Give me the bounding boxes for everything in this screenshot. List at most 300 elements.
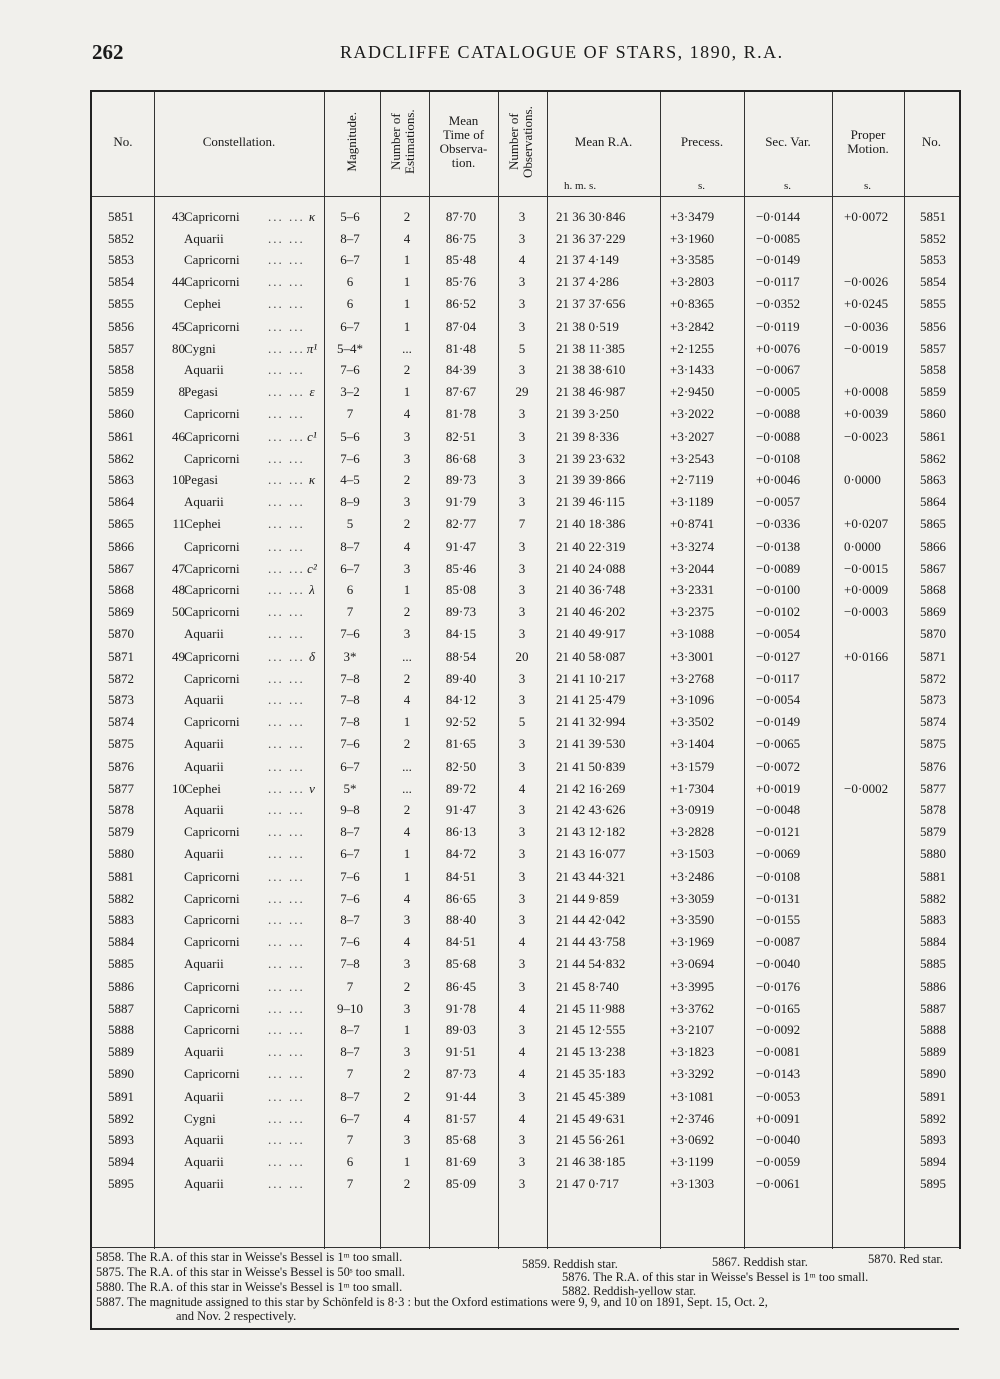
secular-variation: −0·0061 <box>756 1175 801 1191</box>
table-row <box>92 271 959 293</box>
star-number-right: 5873 <box>920 692 946 708</box>
star-number-right: 5872 <box>920 670 946 686</box>
mean-time: 89·03 <box>445 1022 477 1038</box>
estimation-count: 2 <box>403 979 411 994</box>
mean-time: 81·48 <box>445 340 477 356</box>
estimation-count: 4 <box>403 230 411 246</box>
secular-variation: −0·0108 <box>756 869 801 884</box>
secular-variation: −0·0088 <box>756 429 801 444</box>
estimation-count: 1 <box>403 582 411 598</box>
flamsteed-number: 10 <box>172 472 185 488</box>
observation-count: 3 <box>518 1089 526 1104</box>
star-number: 5853 <box>108 252 134 268</box>
leader-dots: ... ... <box>268 670 305 686</box>
proper-motion: −0·0015 <box>844 560 889 576</box>
magnitude: 8–7 <box>340 230 360 246</box>
magnitude: 7–8 <box>340 714 360 730</box>
mean-time: 87·04 <box>445 319 477 334</box>
precession: +3·3479 <box>670 209 715 224</box>
estimation-count: 2 <box>403 1065 411 1081</box>
mean-ra: 21 45 11·988 <box>556 1000 625 1016</box>
observation-count: 3 <box>518 429 526 444</box>
star-number: 5886 <box>108 979 134 994</box>
star-number: 5895 <box>108 1175 134 1191</box>
mean-time: 86·68 <box>445 450 477 466</box>
secular-variation: −0·0165 <box>756 1000 801 1016</box>
secular-variation: −0·0149 <box>756 714 801 730</box>
leader-dots: ... ... <box>268 539 305 554</box>
header-precess: Precess. <box>680 134 724 149</box>
magnitude: 8–7 <box>340 539 360 554</box>
magnitude: 7 <box>346 1175 354 1191</box>
mean-ra: 21 45 49·631 <box>556 1110 626 1126</box>
precession: +3·1960 <box>670 230 715 246</box>
secular-variation: −0·0059 <box>756 1154 801 1170</box>
magnitude: 8–7 <box>340 1089 360 1104</box>
estimation-count: 4 <box>403 824 411 840</box>
leader-dots: ... ... <box>268 582 305 598</box>
secular-variation: −0·0352 <box>756 295 801 311</box>
star-number: 5881 <box>108 869 134 884</box>
mean-time: 81·78 <box>445 405 477 421</box>
secular-variation: −0·0336 <box>756 515 801 531</box>
star-number-right: 5864 <box>920 494 946 510</box>
constellation-name: Capricorni <box>184 912 240 928</box>
observation-count: 3 <box>518 319 526 334</box>
leader-dots: ... ... <box>268 209 305 224</box>
estimation-count: 4 <box>403 1110 411 1126</box>
estimation-count: 3 <box>403 912 411 928</box>
estimation-count: 3 <box>403 1000 411 1016</box>
proper-motion: +0·0245 <box>844 295 889 311</box>
table-row <box>92 953 959 975</box>
star-number-right: 5869 <box>920 604 946 620</box>
proper-motion: +0·0072 <box>844 209 889 224</box>
footnote: 5882. Reddish-yellow star. <box>562 1284 697 1298</box>
magnitude: 7–6 <box>340 362 360 378</box>
precession: +3·1503 <box>670 845 715 861</box>
precession: +3·0692 <box>670 1132 715 1148</box>
constellation-name: Capricorni <box>184 649 240 664</box>
estimation-count: 2 <box>403 362 411 378</box>
precession: +3·2331 <box>670 582 715 598</box>
leader-dots: ... ... <box>268 912 305 928</box>
estimation-count: ... <box>402 759 412 774</box>
leader-dots: ... ... <box>268 472 305 488</box>
estimation-count: 3 <box>403 1044 411 1060</box>
star-catalogue-table <box>90 90 961 1249</box>
leader-dots: ... ... <box>268 1089 305 1104</box>
observation-count: 3 <box>518 230 526 246</box>
mean-ra: 21 39 3·250 <box>556 405 619 421</box>
secular-variation: −0·0138 <box>756 539 801 554</box>
table-row <box>92 733 959 755</box>
magnitude: 5–6 <box>340 429 360 444</box>
star-number-right: 5863 <box>920 472 946 488</box>
footnote: 5858. The R.A. of this star in Weisse's Bessel is 1ᵐ too small. <box>96 1250 403 1264</box>
leader-dots: ... ... <box>268 802 305 818</box>
header-sec-var: Sec. Var. <box>765 134 811 149</box>
constellation-name: Aquarii <box>184 759 224 774</box>
mean-ra: 21 36 30·846 <box>556 209 626 224</box>
precession: +3·2803 <box>670 274 715 290</box>
leader-dots: ... ... <box>268 780 305 796</box>
table-row <box>92 646 959 668</box>
star-number: 5890 <box>108 1065 134 1081</box>
constellation-name: Aquarii <box>184 802 224 818</box>
constellation-name: Aquarii <box>184 845 224 861</box>
star-number: 5864 <box>108 494 134 510</box>
flamsteed-number: 47 <box>172 560 185 576</box>
magnitude: 3–2 <box>340 384 360 400</box>
proper-motion: +0·0039 <box>844 405 889 421</box>
star-number-right: 5866 <box>920 539 946 554</box>
mean-time: 85·68 <box>445 955 477 971</box>
magnitude: 7–6 <box>340 450 360 466</box>
star-number: 5860 <box>108 405 134 421</box>
star-number: 5863 <box>108 472 134 488</box>
mean-time: 91·47 <box>445 539 477 554</box>
observation-count: 3 <box>518 955 526 971</box>
constellation-name: Capricorni <box>184 670 240 686</box>
constellation-name: Capricorni <box>184 539 240 554</box>
observation-count: 3 <box>518 494 526 510</box>
table-row <box>92 799 959 821</box>
leader-dots: ... ... <box>268 1175 305 1191</box>
mean-ra: 21 40 49·917 <box>556 625 626 641</box>
constellation-name: Capricorni <box>184 405 240 421</box>
estimation-count: 2 <box>403 515 411 531</box>
leader-dots: ... ... <box>268 625 305 641</box>
precession: +3·0919 <box>670 802 715 818</box>
table-row <box>92 1041 959 1063</box>
leader-dots: ... ... <box>268 494 305 510</box>
mean-ra: 21 47 0·717 <box>556 1175 619 1191</box>
mean-ra: 21 41 50·839 <box>556 759 626 774</box>
observation-count: 3 <box>518 802 526 818</box>
secular-variation: −0·0143 <box>756 1065 801 1081</box>
star-number-right: 5865 <box>920 515 946 531</box>
proper-motion: −0·0026 <box>844 274 889 290</box>
table-row <box>92 513 959 535</box>
star-number: 5856 <box>108 319 134 334</box>
estimation-count: 4 <box>403 692 411 708</box>
header-no-right: No. <box>921 134 942 149</box>
observation-count: 7 <box>518 515 526 531</box>
mean-ra: 21 44 43·758 <box>556 934 626 950</box>
table-row <box>92 689 959 711</box>
proper-motion: +0·0207 <box>844 515 889 531</box>
star-number-right: 5874 <box>920 714 946 730</box>
star-number-right: 5889 <box>920 1044 946 1060</box>
precession: +3·1096 <box>670 692 715 708</box>
magnitude: 5 <box>346 515 354 531</box>
leader-dots: ... ... <box>268 692 305 708</box>
star-number: 5868 <box>108 582 134 598</box>
proper-motion: −0·0023 <box>844 429 889 444</box>
precession: +3·2022 <box>670 405 715 421</box>
star-number-right: 5878 <box>920 802 946 818</box>
mean-time: 81·69 <box>445 1154 477 1170</box>
star-number-right: 5856 <box>920 319 946 334</box>
mean-time: 88·40 <box>445 912 477 928</box>
table-row <box>92 1108 959 1130</box>
magnitude: 6–7 <box>340 759 360 774</box>
secular-variation: +0·0046 <box>756 472 801 488</box>
mean-ra: 21 38 11·385 <box>556 340 625 356</box>
precession: +3·3502 <box>670 714 715 730</box>
flamsteed-number: 10 <box>172 780 185 796</box>
star-number: 5885 <box>108 955 134 971</box>
constellation-name: Aquarii <box>184 230 224 246</box>
page-number: 262 <box>92 40 124 64</box>
observation-count: 3 <box>518 560 526 576</box>
estimation-count: ... <box>402 780 412 796</box>
footnote: and Nov. 2 respectively. <box>176 1309 297 1323</box>
mean-ra: 21 40 46·202 <box>556 604 626 620</box>
leader-dots: ... ... <box>268 560 305 576</box>
greek-designation: ν <box>309 780 315 796</box>
precession: +3·2486 <box>670 869 715 884</box>
precession: +3·3762 <box>670 1000 715 1016</box>
magnitude: 7–8 <box>340 955 360 971</box>
star-number: 5880 <box>108 845 134 861</box>
precession: +0·8365 <box>670 295 715 311</box>
precession: +3·2768 <box>670 670 715 686</box>
mean-ra: 21 40 58·087 <box>556 649 626 664</box>
mean-time: 86·65 <box>445 890 477 906</box>
observation-count: 3 <box>518 405 526 421</box>
mean-ra: 21 39 8·336 <box>556 429 619 444</box>
table-row <box>92 778 959 800</box>
leader-dots: ... ... <box>268 934 305 950</box>
constellation-name: Capricorni <box>184 429 240 444</box>
mean-time: 86·13 <box>445 824 477 840</box>
constellation-name: Capricorni <box>184 560 240 576</box>
constellation-name: Cephei <box>184 295 221 311</box>
star-number: 5875 <box>108 735 134 751</box>
star-number-right: 5882 <box>920 890 946 906</box>
star-number-right: 5880 <box>920 845 946 861</box>
mean-ra: 21 40 18·386 <box>556 515 626 531</box>
star-number: 5884 <box>108 934 134 950</box>
table-row <box>92 558 959 580</box>
mean-ra: 21 40 22·319 <box>556 539 626 554</box>
table-row <box>92 668 959 690</box>
table-row <box>92 843 959 865</box>
leader-dots: ... ... <box>268 869 305 884</box>
proper-motion: +0·0166 <box>844 649 889 664</box>
constellation-name: Capricorni <box>184 1000 240 1016</box>
constellation-name: Aquarii <box>184 1132 224 1148</box>
mean-time: 86·45 <box>445 979 477 994</box>
mean-ra: 21 45 8·740 <box>556 979 619 994</box>
mean-time: 89·73 <box>445 604 477 620</box>
star-number-right: 5859 <box>920 384 946 400</box>
magnitude: 6–7 <box>340 1110 360 1126</box>
mean-time: 85·08 <box>445 582 477 598</box>
constellation-name: Aquarii <box>184 362 224 378</box>
estimation-count: 4 <box>403 539 411 554</box>
flamsteed-number: 49 <box>172 649 185 664</box>
footnote: 5880. The R.A. of this star in Weisse's Bessel is 1ᵐ too small. <box>96 1280 403 1294</box>
secular-variation: −0·0069 <box>756 845 801 861</box>
star-number-right: 5887 <box>920 1000 946 1016</box>
mean-time: 87·73 <box>445 1065 477 1081</box>
flamsteed-number: 43 <box>172 209 185 224</box>
precession: +3·3001 <box>670 649 715 664</box>
observation-count: 3 <box>518 869 526 884</box>
star-number: 5851 <box>108 209 134 224</box>
mean-time: 85·68 <box>445 1132 477 1148</box>
leader-dots: ... ... <box>268 1065 305 1081</box>
star-number-right: 5879 <box>920 824 946 840</box>
magnitude: 7 <box>346 1065 354 1081</box>
star-number: 5869 <box>108 604 134 620</box>
magnitude: 8–7 <box>340 1044 360 1060</box>
secular-variation: −0·0081 <box>756 1044 801 1060</box>
observation-count: 29 <box>515 384 529 400</box>
table-row <box>92 1063 959 1085</box>
observation-count: 3 <box>518 735 526 751</box>
precession: +3·1088 <box>670 625 715 641</box>
star-number: 5861 <box>108 429 134 444</box>
leader-dots: ... ... <box>268 515 305 531</box>
table-row <box>92 359 959 381</box>
mean-ra: 21 43 16·077 <box>556 845 626 861</box>
star-number-right: 5851 <box>920 209 946 224</box>
table-row <box>92 206 959 228</box>
leader-dots: ... ... <box>268 384 305 400</box>
star-number: 5854 <box>108 274 134 290</box>
mean-time: 84·15 <box>445 625 477 641</box>
star-number: 5882 <box>108 890 134 906</box>
mean-time: 85·46 <box>445 560 477 576</box>
mean-time: 85·76 <box>445 274 477 290</box>
mean-time: 87·67 <box>445 384 477 400</box>
mean-ra: 21 40 24·088 <box>556 560 626 576</box>
star-number-right: 5857 <box>920 340 946 356</box>
magnitude: 5–6 <box>340 209 360 224</box>
mean-ra: 21 43 12·182 <box>556 824 626 840</box>
magnitude: 6–7 <box>340 319 360 334</box>
magnitude: 7 <box>346 604 354 620</box>
precession: +3·2044 <box>670 560 715 576</box>
star-number: 5891 <box>108 1089 134 1104</box>
footnote: 5887. The magnitude assigned to this star by Schönfeld is 8·3 : but the Oxford estimations were 9, 9, and 10 on 1891, Sept. 15, Oct. 2, <box>96 1295 768 1309</box>
units-proper-motion: s. <box>864 180 872 192</box>
secular-variation: −0·0054 <box>756 625 801 641</box>
mean-time: 81·65 <box>445 735 477 751</box>
flamsteed-number: 80 <box>172 340 185 356</box>
precession: +3·1579 <box>670 759 715 774</box>
magnitude: 7–6 <box>340 625 360 641</box>
header-magnitude: Magnitude. <box>344 112 359 172</box>
observation-count: 5 <box>518 714 526 730</box>
secular-variation: −0·0121 <box>756 824 801 840</box>
leader-dots: ... ... <box>268 824 305 840</box>
leader-dots: ... ... <box>268 845 305 861</box>
observation-count: 4 <box>518 780 526 796</box>
leader-dots: ... ... <box>268 340 305 356</box>
star-number: 5865 <box>108 515 134 531</box>
star-number-right: 5860 <box>920 405 946 421</box>
observation-count: 3 <box>518 845 526 861</box>
star-number: 5883 <box>108 912 134 928</box>
greek-designation: c² <box>307 560 317 576</box>
estimation-count: 1 <box>403 845 411 861</box>
secular-variation: −0·0048 <box>756 802 801 818</box>
star-number-right: 5885 <box>920 955 946 971</box>
estimation-count: 1 <box>403 319 411 334</box>
magnitude: 6 <box>346 295 354 311</box>
mean-ra: 21 41 39·530 <box>556 735 626 751</box>
observation-count: 4 <box>518 1110 526 1126</box>
mean-time: 88·54 <box>445 649 477 664</box>
mean-ra: 21 37 4·149 <box>556 252 619 268</box>
secular-variation: +0·0019 <box>756 780 801 796</box>
table-row <box>92 249 959 271</box>
leader-dots: ... ... <box>268 405 305 421</box>
observation-count: 3 <box>518 450 526 466</box>
secular-variation: −0·0092 <box>756 1022 801 1038</box>
observation-count: 3 <box>518 472 526 488</box>
constellation-name: Cygni <box>184 1110 216 1126</box>
magnitude: 5–4* <box>337 340 363 356</box>
mean-ra: 21 41 25·479 <box>556 692 626 708</box>
magnitude: 8–7 <box>340 824 360 840</box>
star-number: 5879 <box>108 824 134 840</box>
star-number-right: 5881 <box>920 869 946 884</box>
constellation-name: Cephei <box>184 515 221 531</box>
leader-dots: ... ... <box>268 649 305 664</box>
greek-designation: π¹ <box>306 340 318 356</box>
magnitude: 6–7 <box>340 560 360 576</box>
leader-dots: ... ... <box>268 979 305 994</box>
precession: +1·7304 <box>670 780 715 796</box>
constellation-name: Aquarii <box>184 692 224 708</box>
star-number-right: 5892 <box>920 1110 946 1126</box>
header-observations: Number of Observations. <box>505 106 535 178</box>
precession: +3·2375 <box>670 604 715 620</box>
secular-variation: −0·0087 <box>756 934 801 950</box>
observation-count: 3 <box>518 1132 526 1148</box>
precession: +3·1404 <box>670 735 715 751</box>
estimation-count: 4 <box>403 934 411 950</box>
constellation-name: Cephei <box>184 780 221 796</box>
estimation-count: 3 <box>403 1132 411 1148</box>
constellation-name: Pegasi <box>184 472 218 488</box>
secular-variation: −0·0117 <box>756 274 800 290</box>
footnotes <box>90 1247 959 1330</box>
estimation-count: 2 <box>403 735 411 751</box>
leader-dots: ... ... <box>268 1132 305 1148</box>
magnitude: 9–10 <box>337 1000 363 1016</box>
table-row <box>92 579 959 601</box>
secular-variation: −0·0067 <box>756 362 801 378</box>
mean-ra: 21 45 12·555 <box>556 1022 626 1038</box>
flamsteed-number: 8 <box>178 384 185 400</box>
secular-variation: −0·0102 <box>756 604 801 620</box>
star-number-right: 5888 <box>920 1022 946 1038</box>
proper-motion: −0·0019 <box>844 340 889 356</box>
table-row <box>92 1129 959 1151</box>
star-number-right: 5871 <box>920 649 946 664</box>
leader-dots: ... ... <box>268 319 305 334</box>
precession: +3·1433 <box>670 362 715 378</box>
flamsteed-number: 11 <box>172 515 185 531</box>
secular-variation: −0·0127 <box>756 649 801 664</box>
